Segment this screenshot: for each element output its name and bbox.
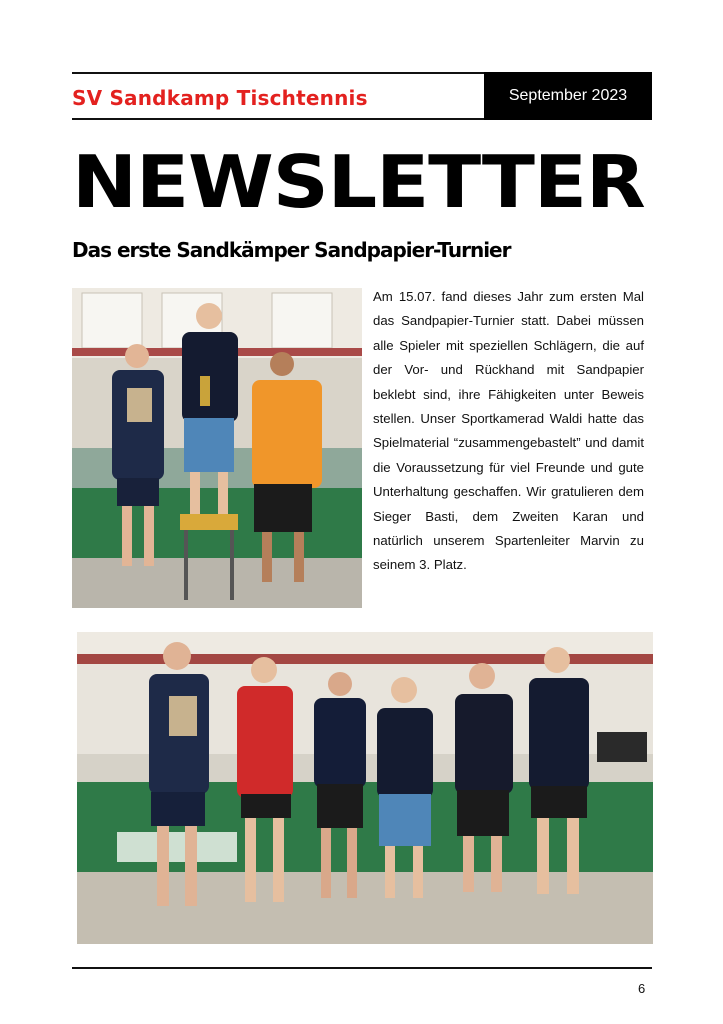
club-name: SV Sandkamp Tischtennis [72,86,368,110]
podium-photo [72,288,362,608]
newsletter-header [72,72,652,120]
issue-date-box [484,72,652,120]
article-heading: Das erste Sandkämper Sandpapier-Turnier [72,238,511,262]
page-number: 6 [638,981,646,996]
article-body: Am 15.07. fand dieses Jahr zum ersten Mal das Sandpapier-Turnier statt. Dabei müssen alle Spieler mit speziellen Schlägern, die auf der Vor- und Rückhand mit Sandpapier beklebt sind, ihre Fähigkeiten unter Beweis stellen. Unser Sportkamerad Waldi hatte das Spielmaterial “zusammengebastelt” und damit die Voraussetzung für viel Freunde und gute Unterhaltung geschaffen. Wir gratulieren dem Sieger Basti, dem Zweiten Karan und natürlich unserem Spartenleiter Marvin zu seinem 3. Platz. [373,289,644,573]
issue-date: September 2023 [508,87,628,104]
footer-divider [72,967,652,969]
newsletter-title: NEWSLETTER [72,140,645,224]
group-photo [77,632,653,944]
